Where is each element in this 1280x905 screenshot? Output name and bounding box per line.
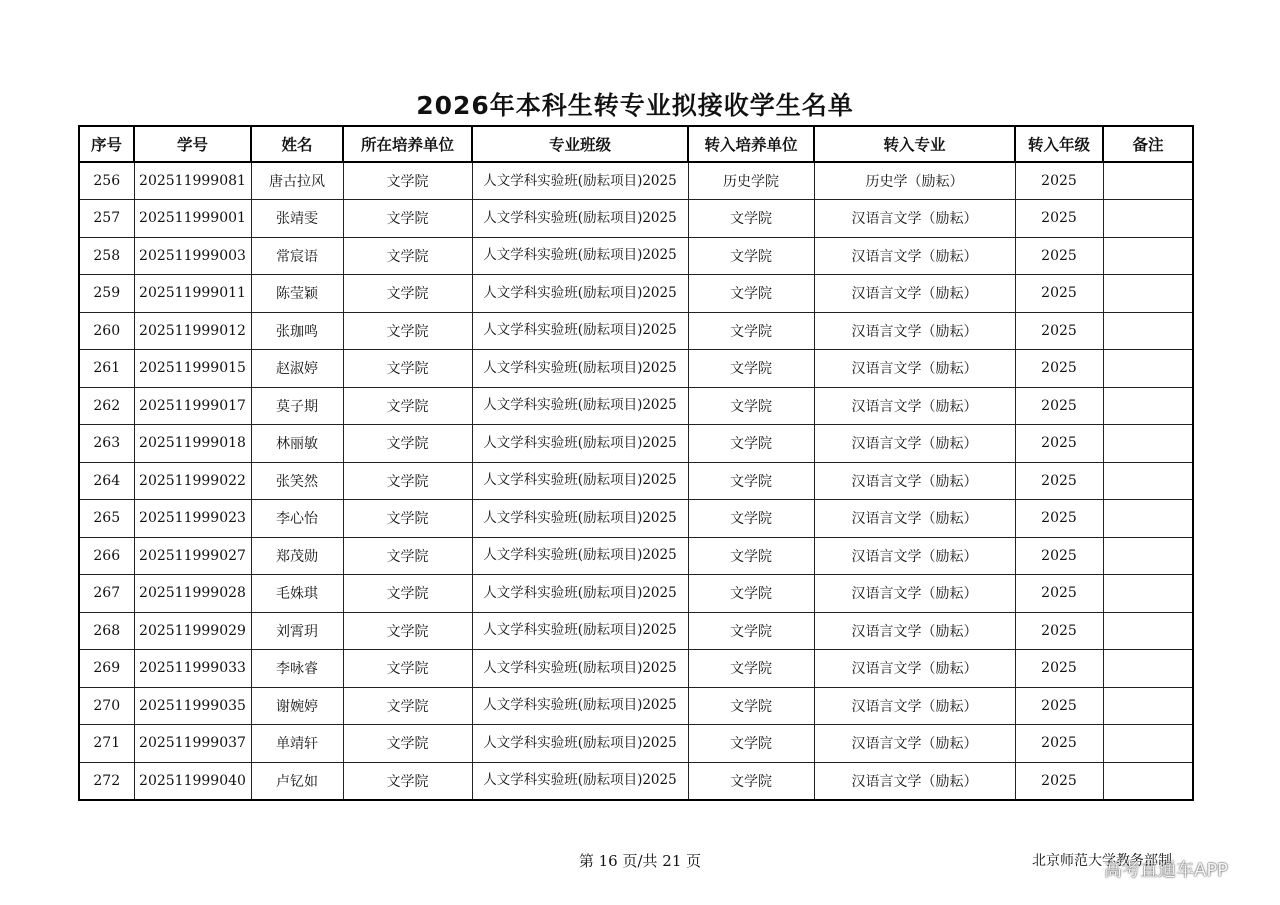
cell-name: 林丽敏 bbox=[251, 425, 343, 463]
cell-target-unit: 文学院 bbox=[688, 200, 814, 238]
table-row bbox=[79, 650, 1193, 688]
student-roster-table bbox=[78, 125, 1194, 801]
table-row bbox=[79, 275, 1193, 313]
table-row bbox=[79, 200, 1193, 238]
cell-target-grade: 2025 bbox=[1015, 275, 1103, 313]
cell-target-major: 汉语言文学（励耘） bbox=[814, 687, 1015, 725]
table-row bbox=[79, 612, 1193, 650]
col-header-target-unit: 转入培养单位 bbox=[688, 126, 814, 162]
cell-current-unit: 文学院 bbox=[343, 162, 472, 200]
cell-seq: 271 bbox=[79, 725, 134, 763]
cell-target-grade: 2025 bbox=[1015, 312, 1103, 350]
cell-student-id: 202511999015 bbox=[134, 350, 251, 388]
cell-target-grade: 2025 bbox=[1015, 687, 1103, 725]
col-header-name: 姓名 bbox=[251, 126, 343, 162]
cell-target-grade: 2025 bbox=[1015, 575, 1103, 613]
watermark-text: 高考直通车APP bbox=[1104, 860, 1229, 881]
cell-current-unit: 文学院 bbox=[343, 387, 472, 425]
page-number: 第 16 页/共 21 页 bbox=[578, 852, 702, 870]
cell-target-major: 汉语言文学（励耘） bbox=[814, 200, 1015, 238]
cell-remarks bbox=[1103, 350, 1193, 388]
cell-name: 谢婉婷 bbox=[251, 687, 343, 725]
cell-name: 单靖轩 bbox=[251, 725, 343, 763]
cell-name: 张珈鸣 bbox=[251, 312, 343, 350]
cell-name: 唐古拉风 bbox=[251, 162, 343, 200]
cell-name: 莫子期 bbox=[251, 387, 343, 425]
cell-current-unit: 文学院 bbox=[343, 650, 472, 688]
cell-student-id: 202511999040 bbox=[134, 762, 251, 800]
table-row bbox=[79, 575, 1193, 613]
cell-student-id: 202511999001 bbox=[134, 200, 251, 238]
cell-target-major: 汉语言文学（励耘） bbox=[814, 275, 1015, 313]
cell-current-unit: 文学院 bbox=[343, 462, 472, 500]
cell-student-id: 202511999081 bbox=[134, 162, 251, 200]
cell-current-unit: 文学院 bbox=[343, 537, 472, 575]
cell-remarks bbox=[1103, 650, 1193, 688]
header-row bbox=[79, 126, 1193, 162]
cell-target-unit: 文学院 bbox=[688, 425, 814, 463]
cell-student-id: 202511999022 bbox=[134, 462, 251, 500]
cell-seq: 262 bbox=[79, 387, 134, 425]
cell-seq: 270 bbox=[79, 687, 134, 725]
cell-current-unit: 文学院 bbox=[343, 500, 472, 538]
cell-class: 人文学科实验班(励耘项目)2025 bbox=[472, 575, 688, 613]
cell-student-id: 202511999017 bbox=[134, 387, 251, 425]
cell-student-id: 202511999012 bbox=[134, 312, 251, 350]
col-header-remarks: 备注 bbox=[1103, 126, 1193, 162]
cell-seq: 269 bbox=[79, 650, 134, 688]
cell-class: 人文学科实验班(励耘项目)2025 bbox=[472, 425, 688, 463]
cell-target-major: 汉语言文学（励耘） bbox=[814, 312, 1015, 350]
cell-seq: 257 bbox=[79, 200, 134, 238]
cell-seq: 263 bbox=[79, 425, 134, 463]
cell-remarks bbox=[1103, 725, 1193, 763]
cell-class: 人文学科实验班(励耘项目)2025 bbox=[472, 537, 688, 575]
cell-name: 陈莹颖 bbox=[251, 275, 343, 313]
cell-class: 人文学科实验班(励耘项目)2025 bbox=[472, 725, 688, 763]
cell-target-major: 汉语言文学（励耘） bbox=[814, 650, 1015, 688]
table-header bbox=[79, 126, 1193, 162]
cell-class: 人文学科实验班(励耘项目)2025 bbox=[472, 687, 688, 725]
cell-student-id: 202511999033 bbox=[134, 650, 251, 688]
cell-name: 张笑然 bbox=[251, 462, 343, 500]
cell-target-major: 汉语言文学（励耘） bbox=[814, 762, 1015, 800]
col-header-current-unit: 所在培养单位 bbox=[343, 126, 472, 162]
cell-class: 人文学科实验班(励耘项目)2025 bbox=[472, 387, 688, 425]
cell-target-grade: 2025 bbox=[1015, 162, 1103, 200]
cell-current-unit: 文学院 bbox=[343, 312, 472, 350]
cell-name: 赵淑婷 bbox=[251, 350, 343, 388]
cell-target-grade: 2025 bbox=[1015, 350, 1103, 388]
cell-current-unit: 文学院 bbox=[343, 425, 472, 463]
cell-target-unit: 文学院 bbox=[688, 725, 814, 763]
cell-target-grade: 2025 bbox=[1015, 462, 1103, 500]
table-row bbox=[79, 537, 1193, 575]
table-row bbox=[79, 312, 1193, 350]
cell-class: 人文学科实验班(励耘项目)2025 bbox=[472, 350, 688, 388]
cell-name: 郑茂勋 bbox=[251, 537, 343, 575]
cell-class: 人文学科实验班(励耘项目)2025 bbox=[472, 237, 688, 275]
cell-remarks bbox=[1103, 762, 1193, 800]
cell-class: 人文学科实验班(励耘项目)2025 bbox=[472, 500, 688, 538]
cell-current-unit: 文学院 bbox=[343, 612, 472, 650]
cell-student-id: 202511999029 bbox=[134, 612, 251, 650]
cell-class: 人文学科实验班(励耘项目)2025 bbox=[472, 200, 688, 238]
cell-current-unit: 文学院 bbox=[343, 687, 472, 725]
cell-seq: 259 bbox=[79, 275, 134, 313]
cell-name: 卢钇如 bbox=[251, 762, 343, 800]
cell-target-grade: 2025 bbox=[1015, 237, 1103, 275]
cell-target-unit: 文学院 bbox=[688, 500, 814, 538]
col-header-target-major: 转入专业 bbox=[814, 126, 1015, 162]
cell-target-unit: 文学院 bbox=[688, 237, 814, 275]
cell-target-major: 汉语言文学（励耘） bbox=[814, 462, 1015, 500]
cell-student-id: 202511999023 bbox=[134, 500, 251, 538]
cell-target-major: 汉语言文学（励耘） bbox=[814, 237, 1015, 275]
cell-current-unit: 文学院 bbox=[343, 575, 472, 613]
cell-name: 毛姝琪 bbox=[251, 575, 343, 613]
cell-current-unit: 文学院 bbox=[343, 762, 472, 800]
table-row bbox=[79, 162, 1193, 200]
cell-name: 常宸语 bbox=[251, 237, 343, 275]
cell-target-unit: 文学院 bbox=[688, 650, 814, 688]
cell-seq: 256 bbox=[79, 162, 134, 200]
page-title: 2026年本科生转专业拟接收学生名单 bbox=[416, 91, 854, 120]
col-header-seq: 序号 bbox=[79, 126, 134, 162]
col-header-class: 专业班级 bbox=[472, 126, 688, 162]
table-row bbox=[79, 387, 1193, 425]
cell-remarks bbox=[1103, 537, 1193, 575]
cell-target-unit: 文学院 bbox=[688, 687, 814, 725]
cell-remarks bbox=[1103, 162, 1193, 200]
cell-target-major: 历史学（励耘） bbox=[814, 162, 1015, 200]
cell-student-id: 202511999035 bbox=[134, 687, 251, 725]
cell-seq: 258 bbox=[79, 237, 134, 275]
cell-target-major: 汉语言文学（励耘） bbox=[814, 350, 1015, 388]
cell-student-id: 202511999018 bbox=[134, 425, 251, 463]
cell-seq: 260 bbox=[79, 312, 134, 350]
cell-name: 李心怡 bbox=[251, 500, 343, 538]
cell-target-major: 汉语言文学（励耘） bbox=[814, 537, 1015, 575]
cell-name: 李咏睿 bbox=[251, 650, 343, 688]
cell-target-grade: 2025 bbox=[1015, 425, 1103, 463]
cell-remarks bbox=[1103, 462, 1193, 500]
cell-current-unit: 文学院 bbox=[343, 237, 472, 275]
table-row bbox=[79, 462, 1193, 500]
table-row bbox=[79, 762, 1193, 800]
cell-class: 人文学科实验班(励耘项目)2025 bbox=[472, 650, 688, 688]
cell-seq: 261 bbox=[79, 350, 134, 388]
cell-class: 人文学科实验班(励耘项目)2025 bbox=[472, 312, 688, 350]
cell-remarks bbox=[1103, 200, 1193, 238]
table-row bbox=[79, 237, 1193, 275]
cell-class: 人文学科实验班(励耘项目)2025 bbox=[472, 162, 688, 200]
cell-target-unit: 文学院 bbox=[688, 312, 814, 350]
cell-target-unit: 文学院 bbox=[688, 612, 814, 650]
cell-target-grade: 2025 bbox=[1015, 387, 1103, 425]
table-body bbox=[79, 162, 1193, 800]
cell-target-unit: 文学院 bbox=[688, 537, 814, 575]
cell-target-unit: 文学院 bbox=[688, 387, 814, 425]
cell-seq: 267 bbox=[79, 575, 134, 613]
cell-remarks bbox=[1103, 387, 1193, 425]
cell-name: 张靖雯 bbox=[251, 200, 343, 238]
cell-remarks bbox=[1103, 500, 1193, 538]
cell-seq: 268 bbox=[79, 612, 134, 650]
cell-student-id: 202511999027 bbox=[134, 537, 251, 575]
cell-target-unit: 文学院 bbox=[688, 762, 814, 800]
cell-target-major: 汉语言文学（励耘） bbox=[814, 725, 1015, 763]
cell-target-unit: 文学院 bbox=[688, 462, 814, 500]
cell-student-id: 202511999011 bbox=[134, 275, 251, 313]
cell-remarks bbox=[1103, 575, 1193, 613]
cell-current-unit: 文学院 bbox=[343, 200, 472, 238]
cell-target-grade: 2025 bbox=[1015, 725, 1103, 763]
cell-class: 人文学科实验班(励耘项目)2025 bbox=[472, 762, 688, 800]
cell-class: 人文学科实验班(励耘项目)2025 bbox=[472, 612, 688, 650]
table-row bbox=[79, 687, 1193, 725]
cell-remarks bbox=[1103, 275, 1193, 313]
cell-target-grade: 2025 bbox=[1015, 500, 1103, 538]
cell-remarks bbox=[1103, 687, 1193, 725]
table-row bbox=[79, 725, 1193, 763]
cell-seq: 264 bbox=[79, 462, 134, 500]
cell-remarks bbox=[1103, 612, 1193, 650]
table-row bbox=[79, 425, 1193, 463]
cell-student-id: 202511999003 bbox=[134, 237, 251, 275]
cell-target-grade: 2025 bbox=[1015, 612, 1103, 650]
cell-target-major: 汉语言文学（励耘） bbox=[814, 575, 1015, 613]
cell-target-unit: 文学院 bbox=[688, 350, 814, 388]
cell-target-major: 汉语言文学（励耘） bbox=[814, 387, 1015, 425]
cell-current-unit: 文学院 bbox=[343, 350, 472, 388]
cell-target-major: 汉语言文学（励耘） bbox=[814, 500, 1015, 538]
cell-target-grade: 2025 bbox=[1015, 762, 1103, 800]
cell-target-unit: 文学院 bbox=[688, 275, 814, 313]
col-header-student-id: 学号 bbox=[134, 126, 251, 162]
cell-current-unit: 文学院 bbox=[343, 275, 472, 313]
cell-target-unit: 历史学院 bbox=[688, 162, 814, 200]
cell-class: 人文学科实验班(励耘项目)2025 bbox=[472, 462, 688, 500]
cell-seq: 265 bbox=[79, 500, 134, 538]
cell-student-id: 202511999037 bbox=[134, 725, 251, 763]
cell-target-unit: 文学院 bbox=[688, 575, 814, 613]
cell-class: 人文学科实验班(励耘项目)2025 bbox=[472, 275, 688, 313]
cell-name: 刘霄玥 bbox=[251, 612, 343, 650]
cell-target-major: 汉语言文学（励耘） bbox=[814, 612, 1015, 650]
footer-organization: 北京师范大学教务部制 bbox=[1032, 853, 1172, 869]
table-row bbox=[79, 350, 1193, 388]
cell-student-id: 202511999028 bbox=[134, 575, 251, 613]
table-row bbox=[79, 500, 1193, 538]
cell-remarks bbox=[1103, 237, 1193, 275]
cell-seq: 266 bbox=[79, 537, 134, 575]
col-header-target-grade: 转入年级 bbox=[1015, 126, 1103, 162]
cell-target-grade: 2025 bbox=[1015, 650, 1103, 688]
cell-remarks bbox=[1103, 312, 1193, 350]
cell-target-grade: 2025 bbox=[1015, 537, 1103, 575]
cell-target-grade: 2025 bbox=[1015, 200, 1103, 238]
cell-seq: 272 bbox=[79, 762, 134, 800]
cell-target-major: 汉语言文学（励耘） bbox=[814, 425, 1015, 463]
cell-remarks bbox=[1103, 425, 1193, 463]
cell-current-unit: 文学院 bbox=[343, 725, 472, 763]
